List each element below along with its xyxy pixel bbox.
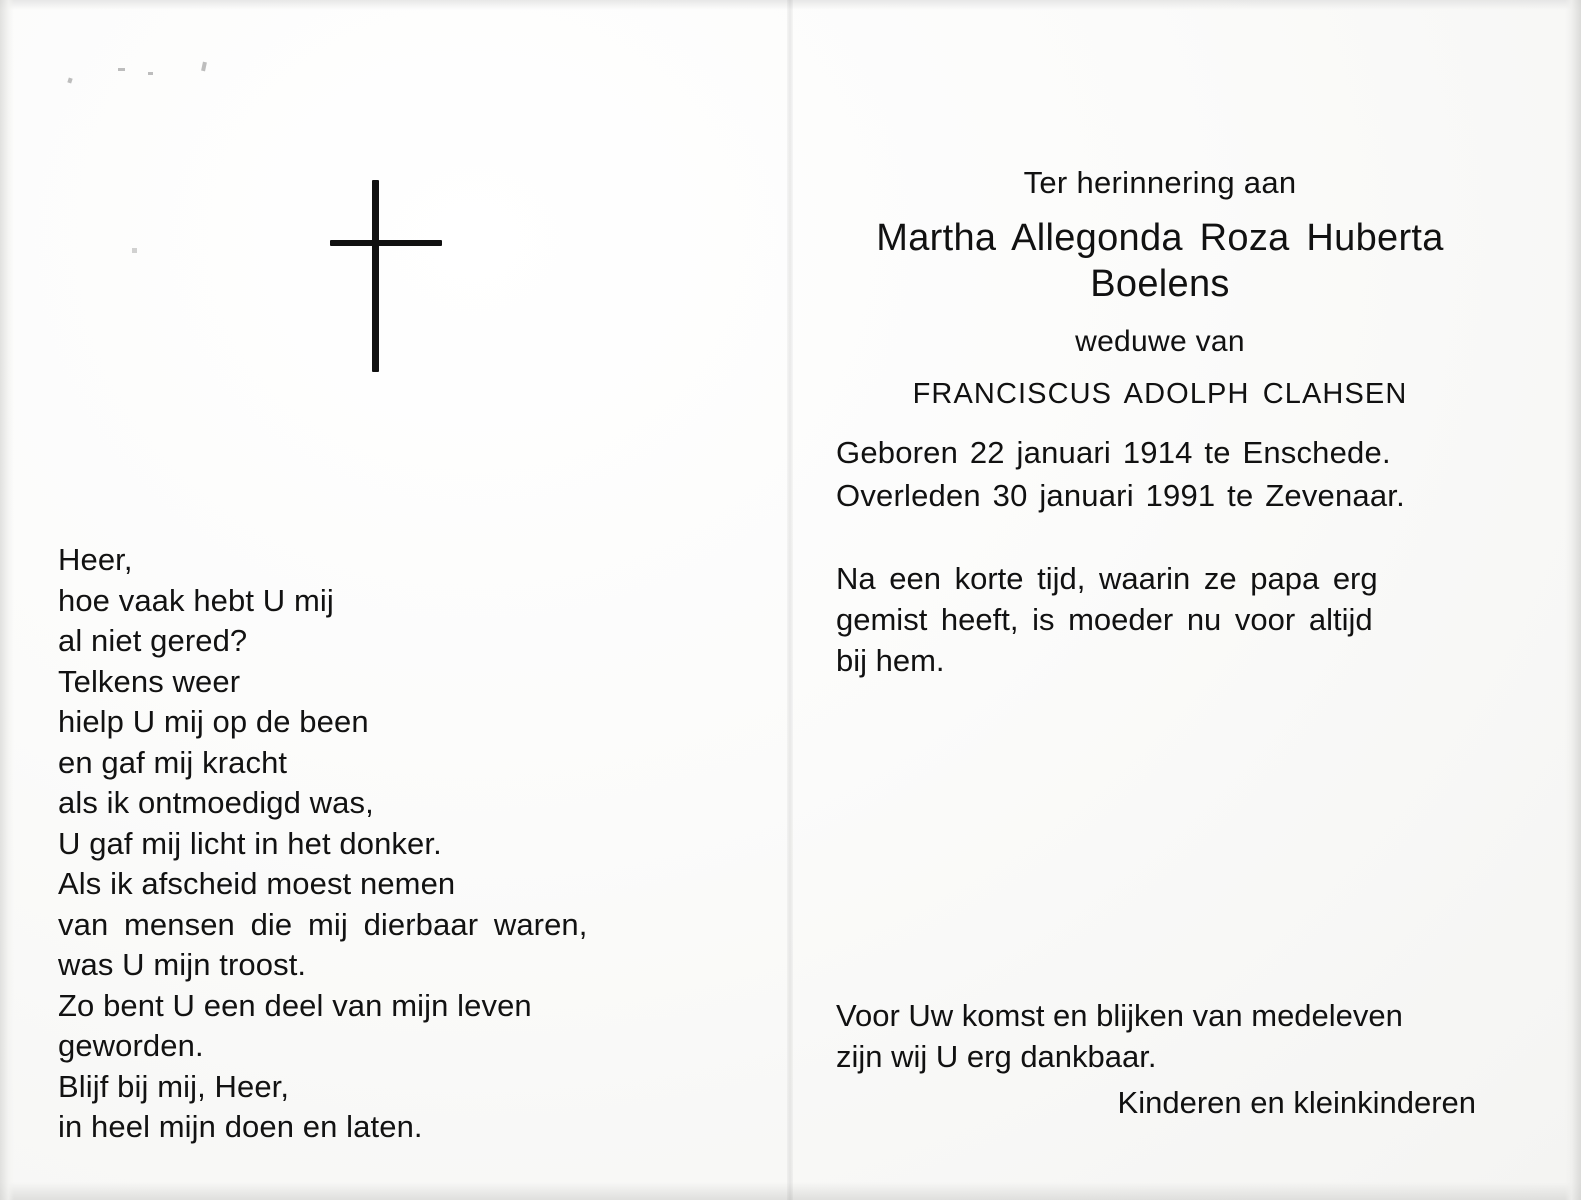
relation-label: weduwe van xyxy=(1075,325,1245,358)
right-page xyxy=(830,30,1530,1180)
left-page xyxy=(40,30,780,1180)
scan-speck xyxy=(148,72,153,75)
memorial-message-line-3: bij hem. xyxy=(836,643,945,678)
card-fold-line xyxy=(787,0,793,1200)
death-line: Overleden 30 januari 1991 te Zevenaar. xyxy=(836,478,1405,513)
prayer-line: was U mijn troost. xyxy=(58,947,307,982)
memorial-message-line-2: gemist heeft, is moeder nu voor altijd xyxy=(836,602,1373,637)
prayer-line: hielp U mij op de been xyxy=(58,704,369,739)
memorial-message xyxy=(836,558,1464,681)
signature: Kinderen en kleinkinderen xyxy=(1117,1085,1476,1120)
birth-line: Geboren 22 januari 1914 te Enschede. xyxy=(836,435,1391,470)
prayer-line: al niet gered? xyxy=(58,623,248,658)
prayer-text xyxy=(58,540,758,1148)
prayer-line: van mensen die mij dierbaar waren, xyxy=(58,906,588,942)
prayer-line: U gaf mij licht in het donker. xyxy=(58,825,442,861)
scan-speck xyxy=(201,62,207,72)
scan-edge-right xyxy=(1565,0,1581,1200)
thanks-line-1: Voor Uw komst en blijken van medeleven xyxy=(836,998,1403,1033)
memorial-message-line-1: Na een korte tijd, waarin ze papa erg xyxy=(836,561,1378,596)
scan-edge-left xyxy=(0,0,14,1200)
cross-horizontal-bar xyxy=(330,240,442,246)
memorial-intro: Ter herinnering aan xyxy=(1023,165,1297,200)
thanks-text xyxy=(836,995,1476,1077)
scan-speck xyxy=(67,78,72,84)
latin-cross-icon xyxy=(330,180,450,380)
prayer-line: hoe vaak hebt U mij xyxy=(58,582,334,618)
deceased-name-line-2: Boelens xyxy=(1090,263,1230,305)
prayer-line: en gaf mij kracht xyxy=(58,744,288,780)
scan-speck xyxy=(118,68,125,71)
thanks-line-2: zijn wij U erg dankbaar. xyxy=(836,1039,1157,1074)
prayer-line: Als ik afscheid moest nemen xyxy=(58,866,456,901)
prayer-line: Telkens weer xyxy=(58,663,241,699)
deceased-name-line-1: Martha Allegonda Roza Huberta xyxy=(876,217,1444,259)
prayer-line: als ik ontmoedigd was, xyxy=(58,785,374,820)
scan-speck xyxy=(132,248,137,253)
prayer-line: in heel mijn doen en laten. xyxy=(58,1109,423,1144)
deceased-name xyxy=(830,215,1490,307)
cross-vertical-bar xyxy=(372,180,379,372)
prayer-line: Blijf bij mij, Heer, xyxy=(58,1068,290,1104)
prayer-line: geworden. xyxy=(58,1028,204,1063)
prayer-line: Zo bent U een deel van mijn leven xyxy=(58,987,532,1023)
prayer-line: Heer, xyxy=(58,542,133,577)
spouse-name: FRANCISCUS ADOLPH CLAHSEN xyxy=(912,378,1408,410)
